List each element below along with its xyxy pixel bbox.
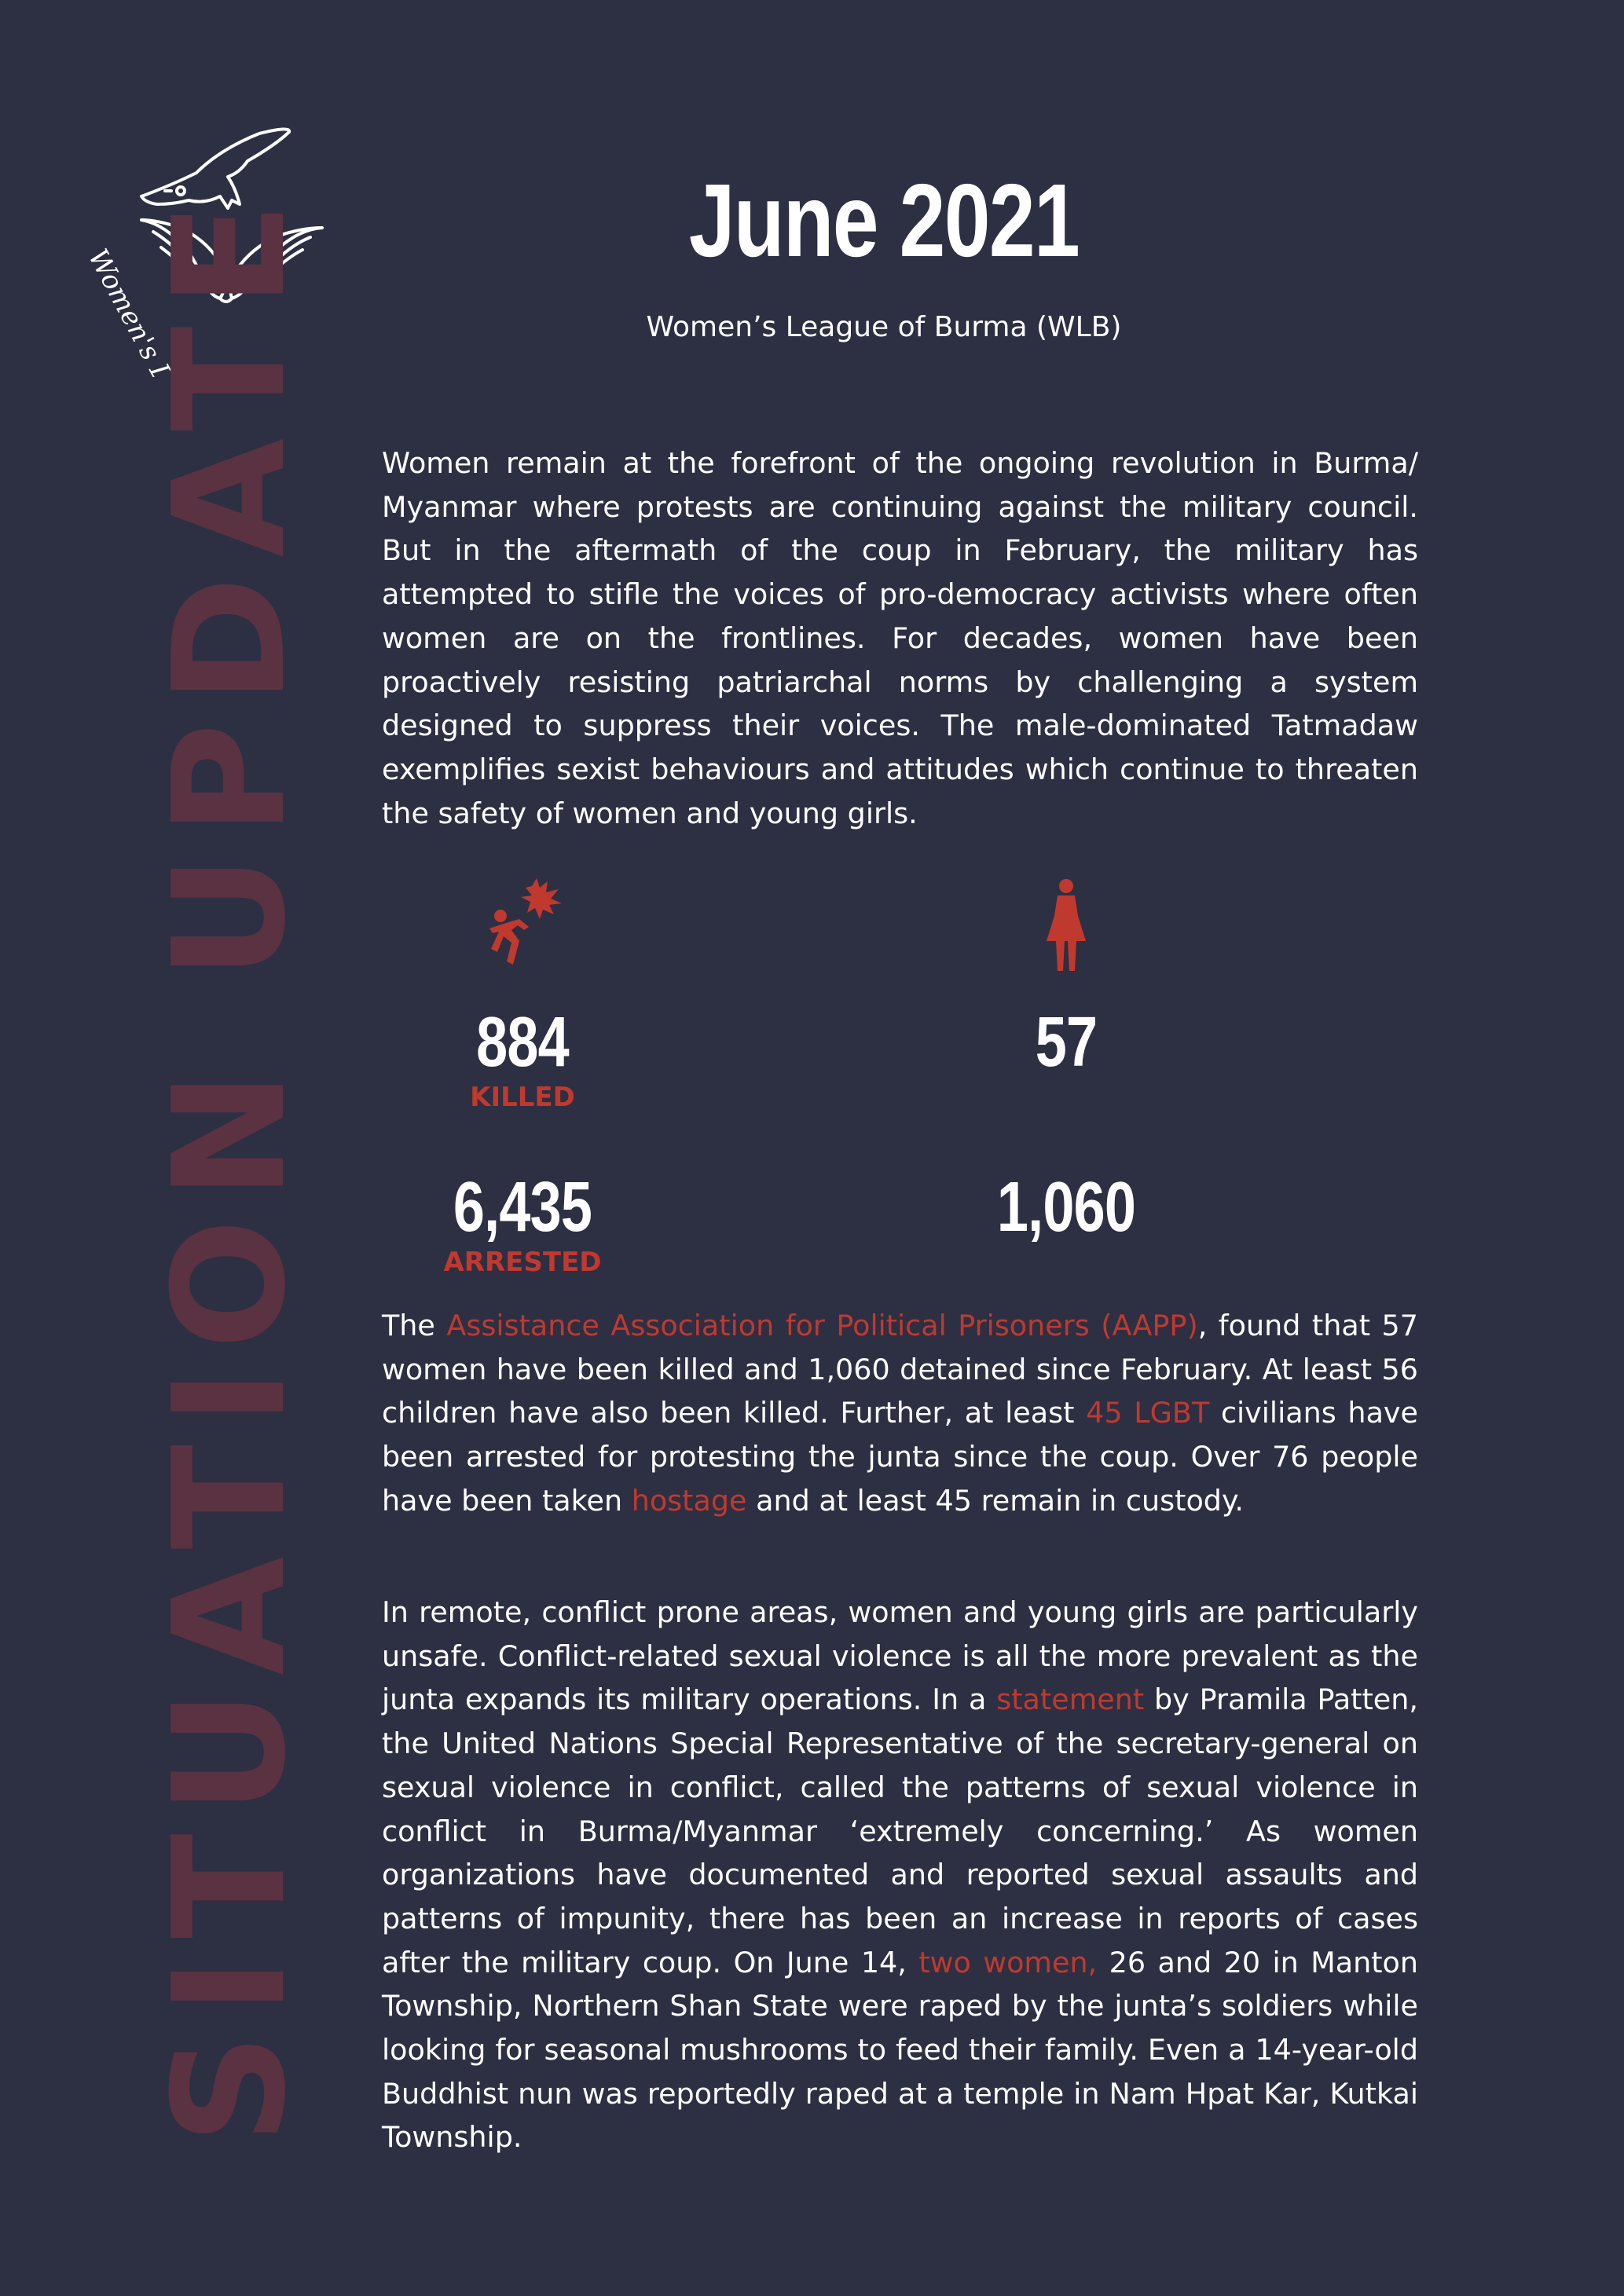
killed-count: 884 <box>476 1003 569 1082</box>
arrested-count: 6,435 <box>453 1168 592 1247</box>
aapp-paragraph <box>382 1304 1418 1523</box>
killed-label: KILLED <box>470 1082 575 1113</box>
side-title: SITUATION UPDATE <box>141 183 320 2144</box>
intro-paragraph: Women remain at the forefront of the ongoing revolution in Burma/ Myanmar where protests are continuing against the military council. But in the aftermath of the coup in February, the military has attempted to stifle the voices of pro-democracy activists where often women are on the frontlines. For decades, women have been proactively resisting patriarchal norms by challenging a system designed to suppress their voices. The male-dominated Tatmadaw exemplifies sexist behaviours and attitudes which continue to threaten the safety of women and young girls. <box>382 446 1418 830</box>
women-killed-count: 57 <box>1035 1003 1098 1082</box>
aapp-link[interactable]: Assistance Association for Political Prisoners (AAPP) <box>446 1309 1198 1342</box>
text-segment: In remote, conflict prone areas, women and young girls are particularly unsafe. Conflict-related sexual violence is all the more prevalent as the junta expands its military operations. In a <box>382 1595 1418 1717</box>
women-detained-count: 1,060 <box>996 1168 1136 1247</box>
page-subtitle: Women’s League of Burma (WLB) <box>646 311 1122 343</box>
text-segment: civilians have been arrested for protesting the junta since the coup. Over 76 people have been taken <box>382 1396 1418 1518</box>
person-falling-explosion-icon <box>483 878 565 972</box>
lgbt-link[interactable]: 45 LGBT <box>1086 1396 1210 1430</box>
text-segment: 26 and 20 in Manton Township, Northern Shan State were raped by the junta’s soldiers while looking for seasonal mushrooms to feed their family. Even a 14-year-old Buddhist nun was reportedly raped at a temple in Nam Hpat Kar, Kutkai Township. <box>382 1945 1418 2155</box>
arrested-label: ARRESTED <box>443 1247 602 1278</box>
text-segment: and at least 45 remain in custody. <box>746 1483 1244 1518</box>
text-segment: , found that 57 women have been killed and 1,060 detained since February. At least 56 children have also been killed. Further, at least <box>382 1309 1418 1430</box>
hostage-link[interactable]: hostage <box>631 1483 747 1518</box>
text-segment: by Pramila Patten, the United Nations Special Representative of the secretary-general on sexual violence in conflict, called the patterns of sexual violence in conflict in Burma/Myanmar ‘extremely concerning.’ As women organizations have documented and reported sexual assaults and patterns of impunity, there has been an increase in reports of cases after the military coup. On June 14, <box>382 1683 1418 1979</box>
page-title: June 2021 <box>688 163 1080 278</box>
statement-link[interactable]: statement <box>996 1683 1145 1717</box>
two-women-link[interactable]: two women, <box>918 1945 1098 1979</box>
sexual-violence-paragraph <box>382 1591 1418 2159</box>
text-segment: The <box>382 1309 447 1342</box>
woman-icon <box>1045 878 1087 972</box>
